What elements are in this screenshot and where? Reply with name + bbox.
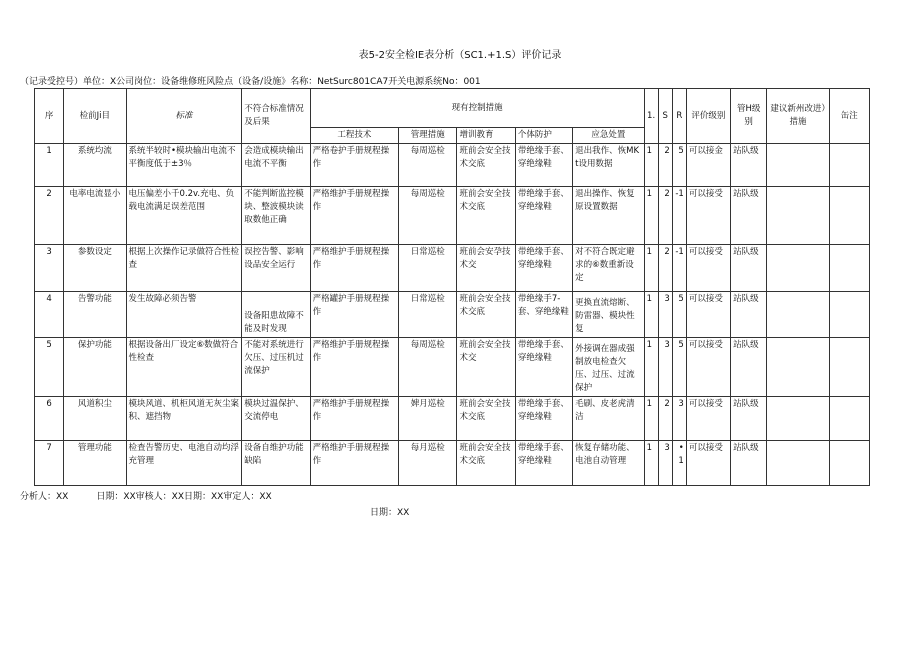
- cell-eval: 可以接受: [686, 441, 730, 486]
- cell-l: 1: [644, 292, 658, 338]
- cell-l: 1: [644, 338, 658, 397]
- cell-r: 5: [672, 292, 686, 338]
- cell-training: 班前会安全技术交: [457, 338, 515, 397]
- cell-engineering: 严格维护手册规程操作: [310, 187, 399, 245]
- cell-seq: 1: [35, 144, 64, 187]
- cell-management: 婢月巡检: [399, 397, 457, 441]
- cell-management: 日常巡检: [399, 292, 457, 338]
- cell-management: 每周巡检: [399, 144, 457, 187]
- cell-item: 告警功能: [64, 292, 126, 338]
- subheader-ppe: 个体防护: [515, 128, 572, 144]
- cell-control: 站队级: [731, 397, 767, 441]
- cell-note: [829, 441, 869, 486]
- cell-engineering: 严格维护手册规程操作: [310, 338, 399, 397]
- cell-emergency: 毛刷、皮老虎清洁: [573, 397, 644, 441]
- document-title: 表5-2安全检IE表分析（SC1.+1.S）评价记录: [358, 50, 562, 61]
- cell-consequence: 误控告警、影响设品安全运行: [242, 245, 310, 292]
- cell-ppe: 带绝缘手套、穿绝缘鞋: [515, 245, 572, 292]
- cell-item: 系统均流: [64, 144, 126, 187]
- table-row: [35, 144, 870, 187]
- cell-emergency: 更换直流熔断、防雷器、模块性复: [573, 292, 644, 338]
- header-controls: 现有控制措施: [310, 89, 644, 128]
- cell-standard: 发生故障必须告警: [126, 292, 242, 338]
- cell-s: 3: [658, 441, 672, 486]
- cell-control: 站队级: [731, 292, 767, 338]
- cell-note: [829, 144, 869, 187]
- cell-engineering: 严格卷护手册规程操作: [310, 144, 399, 187]
- cell-s: 3: [658, 338, 672, 397]
- cell-l: 1: [644, 187, 658, 245]
- cell-item: 管理功能: [64, 441, 126, 486]
- cell-l: 1: [644, 397, 658, 441]
- cell-consequence: 会造成模块输出电流不平衡: [242, 144, 310, 187]
- cell-standard: 根据设备出厂设定⑥数做符合性检查: [126, 338, 242, 397]
- cell-training: 班前会安全技术交底: [457, 397, 515, 441]
- cell-standard: 电压偏差小千0.2v.充电、负载电流满足误差范围: [126, 187, 242, 245]
- cell-l: 1: [644, 441, 658, 486]
- cell-suggestion: [767, 187, 829, 245]
- cell-control: 站队级: [731, 441, 767, 486]
- cell-standard: 系统半较时•模块输出电流不平衡度低于±3％: [126, 144, 242, 187]
- cell-note: [829, 187, 869, 245]
- analyst-label: 分析人：XX: [20, 492, 69, 502]
- cell-item: 风道积尘: [64, 397, 126, 441]
- header-row: [35, 89, 870, 128]
- cell-emergency: 外接调在器成强制放电检查欠压、过压、过流保护: [573, 338, 644, 397]
- cell-note: [829, 397, 869, 441]
- cell-suggestion: [767, 338, 829, 397]
- cell-eval: 可以接受: [686, 187, 730, 245]
- cell-consequence: 模块过温保护、交流停电: [242, 397, 310, 441]
- cell-seq: 7: [35, 441, 64, 486]
- cell-s: 2: [658, 187, 672, 245]
- cell-eval: 可以接受: [686, 338, 730, 397]
- cell-seq: 6: [35, 397, 64, 441]
- cell-s: 2: [658, 144, 672, 187]
- cell-management: 日常巡检: [399, 245, 457, 292]
- header-suggestion: 建议新州改进）措施: [767, 89, 829, 144]
- cell-ppe: 带绝缘手套、穿绝缘鞋: [515, 397, 572, 441]
- cell-emergency: 对不符合既定避求的⑥数重新设定: [573, 245, 644, 292]
- cell-s: 2: [658, 245, 672, 292]
- cell-s: 3: [658, 292, 672, 338]
- cell-consequence: 不能判断监控模块、整波模块读取数他正确: [242, 187, 310, 245]
- cell-emergency: 退出我作、恢MKt设用数据: [573, 144, 644, 187]
- cell-engineering: 严格罐护手册规程操作: [310, 292, 399, 338]
- cell-consequence: 设备阳患故障不能及时发现: [242, 292, 310, 338]
- cell-suggestion: [767, 441, 829, 486]
- record-subheading: （记录受控号）单位：X公司岗位：设备维修班风险点（设备/设施》名称：NetSurc801CA7开关电源系统No：001: [20, 77, 481, 87]
- cell-seq: 5: [35, 338, 64, 397]
- header-consequence: 不符合标准情况及后果: [242, 89, 310, 144]
- cell-r: •1: [672, 441, 686, 486]
- cell-l: 1: [644, 245, 658, 292]
- cell-suggestion: [767, 292, 829, 338]
- subheader-training: 增训教育: [457, 128, 515, 144]
- cell-item: 电率电流显小: [64, 187, 126, 245]
- cell-management: 每周巡检: [399, 338, 457, 397]
- date-reviewer-label: 日期：XX审核人：XX日期：XX审定人：XX: [96, 492, 272, 502]
- cell-eval: 可以接受: [686, 245, 730, 292]
- cell-item: 保护功能: [64, 338, 126, 397]
- cell-ppe: 带绝缘手套、穿绝缘鞋: [515, 338, 572, 397]
- cell-control: 站队级: [731, 245, 767, 292]
- cell-seq: 4: [35, 292, 64, 338]
- cell-standard: 检査告警历史、电池自动均浮充管理: [126, 441, 242, 486]
- cell-consequence: 设备自维护功能缺陷: [242, 441, 310, 486]
- signature-line: [20, 489, 272, 502]
- cell-ppe: 带绝缘手套、穿绝缘鞋: [515, 187, 572, 245]
- cell-emergency: 退出操作、恢复原设置数据: [573, 187, 644, 245]
- cell-r: 5: [672, 144, 686, 187]
- cell-control: 站队级: [731, 338, 767, 397]
- header-note: 缶注: [829, 89, 869, 144]
- header-seq: 序: [35, 89, 64, 144]
- cell-r: 3: [672, 397, 686, 441]
- cell-eval: 可以接金: [686, 144, 730, 187]
- header-l: 1.: [644, 89, 658, 144]
- cell-engineering: 严格维护手册规程操作: [310, 245, 399, 292]
- cell-r: -1: [672, 245, 686, 292]
- cell-item: 参数设定: [64, 245, 126, 292]
- cell-suggestion: [767, 397, 829, 441]
- cell-ppe: 带绝缘手套、穿绝缘鞋: [515, 441, 572, 486]
- table-row: [35, 292, 870, 338]
- subheader-emergency: 应急处置: [573, 128, 644, 144]
- cell-seq: 2: [35, 187, 64, 245]
- subheader-management: 管理措施: [399, 128, 457, 144]
- header-r: R: [672, 89, 686, 144]
- cell-eval: 可以接受: [686, 292, 730, 338]
- cell-engineering: 严格维护手册规程操作: [310, 441, 399, 486]
- cell-training: 班前会安全技术交底: [457, 441, 515, 486]
- table-row: [35, 245, 870, 292]
- cell-ppe: 带绝缘手套、穿绝缘鞋: [515, 144, 572, 187]
- table-row: [35, 397, 870, 441]
- header-eval-level: 评价级别: [686, 89, 730, 144]
- header-item: 检前Ji目: [64, 89, 126, 144]
- cell-training: 班前会安全技术交底: [457, 144, 515, 187]
- header-control-level: 管H级别: [731, 89, 767, 144]
- cell-consequence: 不能对系统进行欠压、过压机过流保护: [242, 338, 310, 397]
- cell-control: 站队级: [731, 144, 767, 187]
- cell-management: 每月巡检: [399, 441, 457, 486]
- final-date: 日期：XX: [370, 508, 410, 518]
- subheader-engineering: 工程技术: [310, 128, 399, 144]
- cell-suggestion: [767, 144, 829, 187]
- cell-s: 2: [658, 397, 672, 441]
- cell-note: [829, 245, 869, 292]
- cell-management: 每周巡检: [399, 187, 457, 245]
- cell-training: 班前会安孕技术交: [457, 245, 515, 292]
- risk-evaluation-table: [34, 88, 870, 486]
- cell-note: [829, 338, 869, 397]
- cell-control: 站队级: [731, 187, 767, 245]
- cell-r: 5: [672, 338, 686, 397]
- cell-suggestion: [767, 245, 829, 292]
- cell-standard: 根据上次操作记录做符合性检查: [126, 245, 242, 292]
- cell-emergency: 恢复存储功能、电池自动管理: [573, 441, 644, 486]
- cell-ppe: 带绝缘手7-套、穿绝缘鞋: [515, 292, 572, 338]
- cell-note: [829, 292, 869, 338]
- cell-training: 班前会安全技术交底: [457, 292, 515, 338]
- table-row: [35, 187, 870, 245]
- table-row: [35, 338, 870, 397]
- cell-seq: 3: [35, 245, 64, 292]
- cell-standard: 模块风道、机柜风道无灰尘案积、遮挡物: [126, 397, 242, 441]
- cell-eval: 可以接受: [686, 397, 730, 441]
- header-s: S: [658, 89, 672, 144]
- cell-l: 1: [644, 144, 658, 187]
- header-standard: 标准: [126, 89, 242, 144]
- cell-r: -1: [672, 187, 686, 245]
- cell-engineering: 严格维护手册规程操作: [310, 397, 399, 441]
- cell-training: 班前会安全技术交底: [457, 187, 515, 245]
- table-row: [35, 441, 870, 486]
